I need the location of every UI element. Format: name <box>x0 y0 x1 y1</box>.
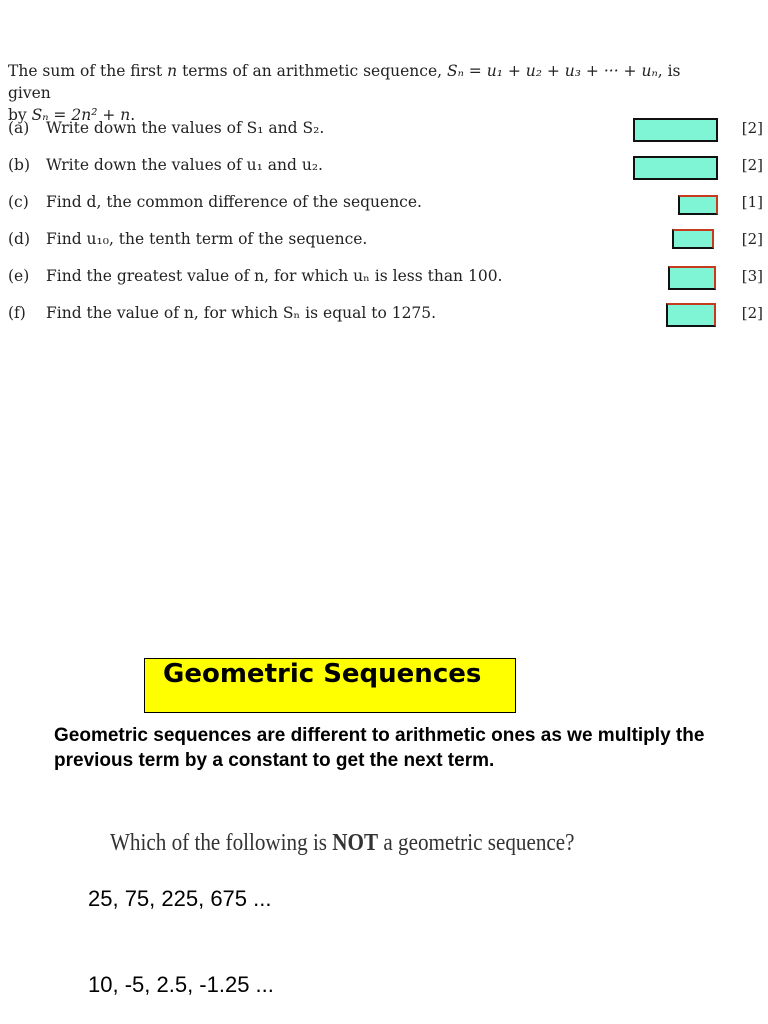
intro-formula: Sₙ = u₁ + u₂ + u₃ + ··· + uₙ <box>446 62 658 80</box>
part-label: (f) <box>8 304 26 322</box>
section-title: Geometric Sequences <box>163 659 482 689</box>
marks-label: [3] <box>741 267 763 285</box>
part-text: Find the value of n, for which Sₙ is equal to 1275. <box>46 304 437 322</box>
marks-label: [2] <box>741 304 763 322</box>
question-part-a <box>8 117 324 139</box>
intro-text: . <box>130 106 136 124</box>
answer-box-e[interactable] <box>668 266 716 290</box>
question-part-d <box>8 228 367 250</box>
marks-label: [2] <box>741 119 763 137</box>
geometric-question <box>110 830 575 857</box>
intro-text: terms of an arithmetic sequence, <box>177 62 447 80</box>
sequence-option-1[interactable]: 25, 75, 225, 675 ... <box>88 886 272 911</box>
part-text: Write down the values of S₁ and S₂. <box>46 119 325 137</box>
part-label: (d) <box>8 230 31 248</box>
part-label: (a) <box>8 119 30 137</box>
sequence-option-2[interactable]: 10, -5, 2.5, -1.25 ... <box>88 972 274 997</box>
intro-text: The sum of the first <box>8 62 168 80</box>
intro-text: , is given <box>8 62 681 102</box>
part-text: Find u₁₀, the tenth term of the sequence. <box>46 230 368 248</box>
question-part-c <box>8 191 422 213</box>
question-part-b <box>8 154 323 176</box>
intro-variable: n <box>167 62 178 80</box>
answer-box-b[interactable] <box>633 156 718 180</box>
part-label: (c) <box>8 193 29 211</box>
part-label: (b) <box>8 156 31 174</box>
question-part-e <box>8 265 502 287</box>
section-title-box <box>144 658 516 713</box>
answer-box-a[interactable] <box>633 118 718 142</box>
answer-box-c[interactable] <box>678 195 718 215</box>
answer-box-d[interactable] <box>672 229 714 249</box>
intro-text: by <box>8 106 32 124</box>
part-text: Find the greatest value of n, for which uₙ is less than 100. <box>46 267 503 285</box>
section-description: Geometric sequences are different to arithmetic ones as we multiply the previous term by a constant to get the next term. <box>54 725 705 771</box>
part-text: Find d, the common difference of the sequence. <box>46 193 422 211</box>
marks-label: [2] <box>741 230 763 248</box>
answer-box-f[interactable] <box>666 303 716 327</box>
marks-label: [2] <box>741 156 763 174</box>
intro-formula: Sₙ = 2n² + n <box>31 106 131 124</box>
question-text: Which of the following is <box>110 830 333 856</box>
question-emphasis: NOT <box>332 830 379 856</box>
part-text: Write down the values of u₁ and u₂. <box>46 156 323 174</box>
marks-label: [1] <box>741 193 763 211</box>
question-text: a geometric sequence? <box>378 830 575 856</box>
part-label: (e) <box>8 267 30 285</box>
question-part-f <box>8 302 436 324</box>
